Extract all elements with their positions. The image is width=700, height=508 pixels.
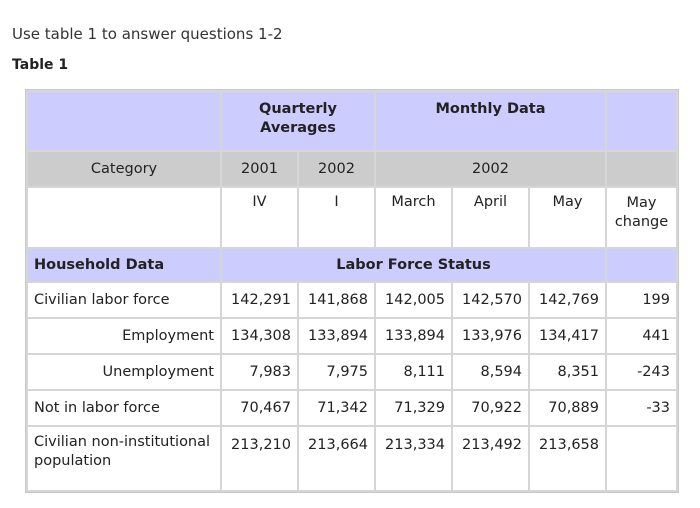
subheader-iv: IV [221,187,298,248]
change-cell: -243 [606,354,677,390]
value-cell: 213,334 [375,426,452,491]
category-header: Category [27,151,221,187]
table-row [27,354,677,390]
value-cell: 142,291 [221,282,298,318]
value-cell: 70,922 [452,390,529,426]
value-cell: 133,894 [375,318,452,354]
value-cell: 7,975 [298,354,375,390]
change-header-blank [606,91,677,151]
change-cell [606,426,677,491]
row-label: Employment [27,318,221,354]
corner-cell [27,91,221,151]
group-header-row [27,91,677,151]
row-label: Civilian labor force [27,282,221,318]
year-2002-monthly: 2002 [375,151,606,187]
subheader-april: April [452,187,529,248]
year-row [27,151,677,187]
change-cell: 199 [606,282,677,318]
row-label: Unemployment [27,354,221,390]
value-cell: 70,889 [529,390,606,426]
subheader-blank [27,187,221,248]
quarterly-averages-header: Quarterly Averages [221,91,375,151]
section-blank [606,248,677,282]
table-row [27,282,677,318]
instructions-text: Use table 1 to answer questions 1-2 [12,25,283,43]
year-blank [606,151,677,187]
subheader-march: March [375,187,452,248]
change-cell: 441 [606,318,677,354]
value-cell: 213,492 [452,426,529,491]
value-cell: 71,329 [375,390,452,426]
value-cell: 213,664 [298,426,375,491]
value-cell: 134,308 [221,318,298,354]
subheader-row [27,187,677,248]
household-data-label: Household Data [27,248,221,282]
value-cell: 133,894 [298,318,375,354]
change-cell: -33 [606,390,677,426]
value-cell: 142,005 [375,282,452,318]
value-cell: 71,342 [298,390,375,426]
table-row [27,390,677,426]
table-row [27,426,677,491]
year-2002-quarter: 2002 [298,151,375,187]
section-row [27,248,677,282]
labor-force-table [26,90,678,492]
monthly-data-header: Monthly Data [375,91,606,151]
value-cell: 8,111 [375,354,452,390]
subheader-i: I [298,187,375,248]
value-cell: 7,983 [221,354,298,390]
value-cell: 8,594 [452,354,529,390]
value-cell: 142,570 [452,282,529,318]
value-cell: 133,976 [452,318,529,354]
subheader-may: May [529,187,606,248]
value-cell: 141,868 [298,282,375,318]
value-cell: 213,210 [221,426,298,491]
year-2001: 2001 [221,151,298,187]
subheader-may-change: May change [606,187,677,248]
row-label: Not in labor force [27,390,221,426]
table-title: Table 1 [12,57,69,73]
value-cell: 8,351 [529,354,606,390]
row-label: Civilian non-institutional population [27,426,221,491]
table-row [27,318,677,354]
labor-force-table-container [25,89,679,493]
labor-force-status-label: Labor Force Status [221,248,606,282]
value-cell: 70,467 [221,390,298,426]
value-cell: 213,658 [529,426,606,491]
value-cell: 142,769 [529,282,606,318]
value-cell: 134,417 [529,318,606,354]
